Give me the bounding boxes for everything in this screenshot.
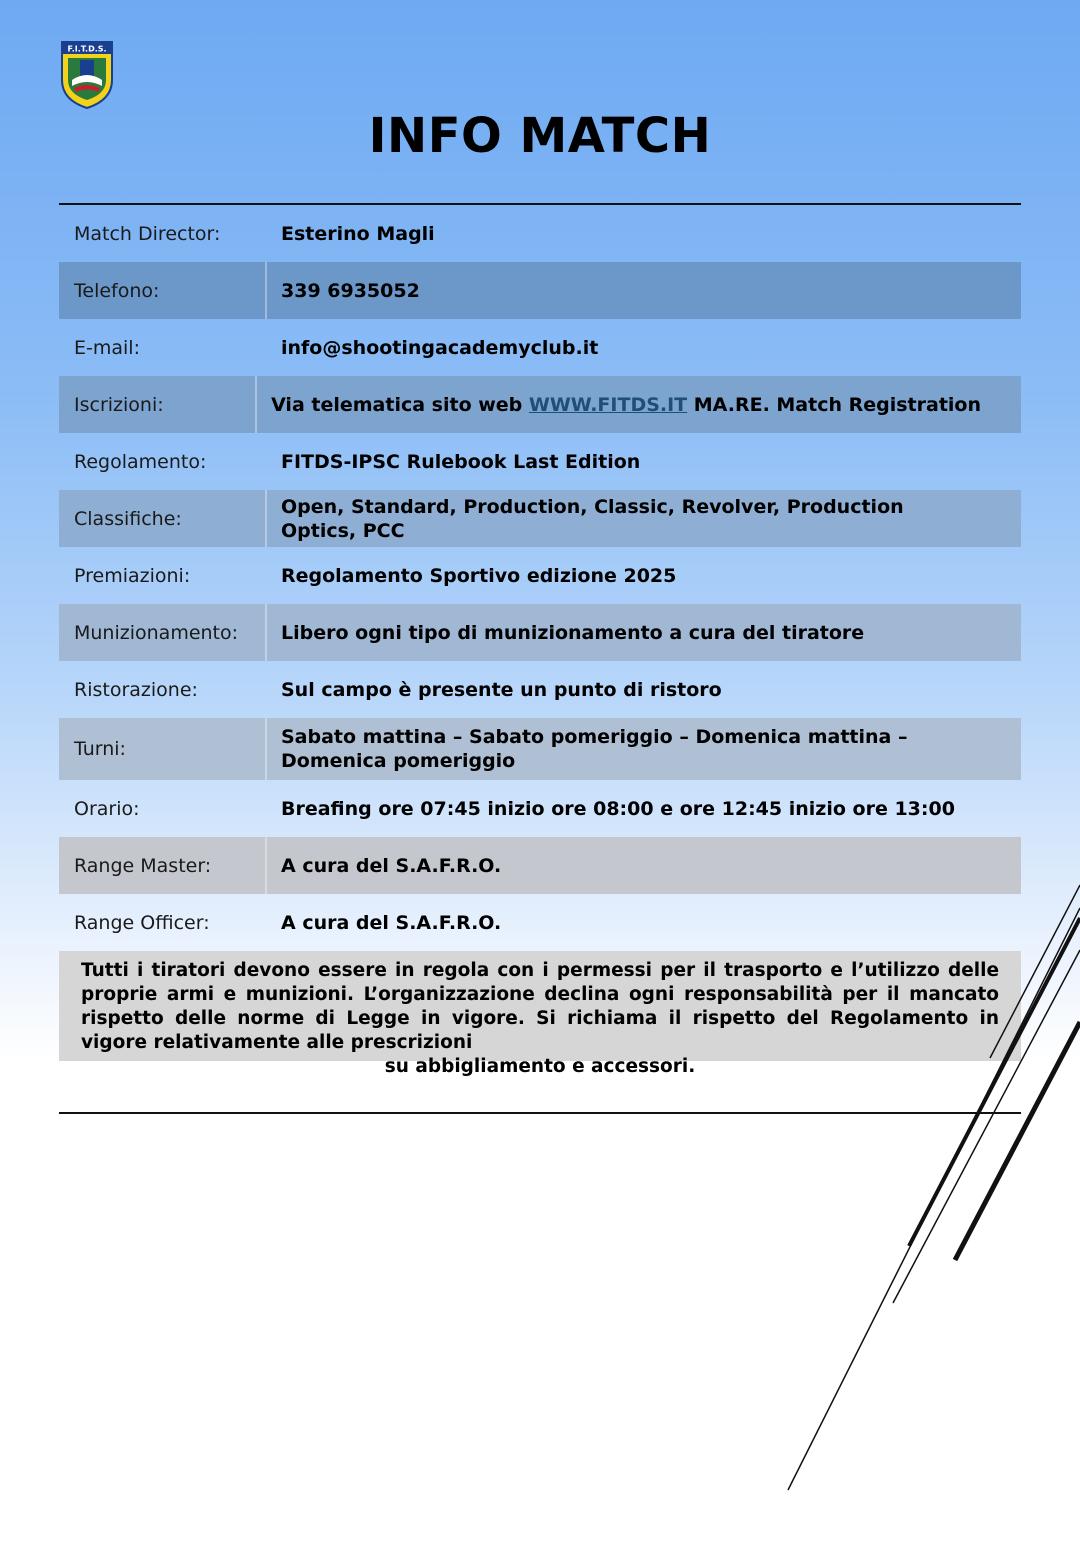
row-label: Munizionamento: — [59, 604, 267, 661]
deco-line — [788, 908, 1080, 1490]
deco-line — [955, 1022, 1080, 1260]
row-label: Range Master: — [59, 837, 267, 894]
disclaimer-text: Tutti i tiratori devono essere in regola con i permessi per il trasporto e l’utilizzo delle proprie armi e munizioni. L’organizzazione declina ogni responsabilità per il mancato rispetto delle norme di Legge in vigore. Si richiama il rispetto del Regolamento in vigore relativamente alle prescrizioni — [81, 960, 999, 1053]
row-value-suffix: MA.RE. Match Registration — [687, 393, 981, 416]
disclaimer-last-line: su abbigliamento e accessori. — [384, 1056, 696, 1077]
row-value: Open, Standard, Production, Classic, Revolver, Production Optics, PCC — [281, 495, 904, 542]
row-label: Ristorazione: — [74, 678, 198, 701]
row-label: Classifiche: — [59, 490, 267, 547]
row-value: Sul campo è presente un punto di ristoro — [281, 678, 722, 701]
row-label: Turni: — [59, 718, 267, 780]
row-label: Regolamento: — [74, 450, 207, 473]
row-value: 339 6935052 — [281, 279, 420, 302]
row-value: info@shootingacademyclub.it — [281, 336, 599, 359]
row-value: Libero ogni tipo di munizionamento a cura del tiratore — [281, 621, 865, 644]
row-value: Breafing ore 07:45 inizio ore 08:00 e ore 12:45 inizio ore 13:00 — [281, 797, 955, 820]
svg-text:F.I.T.D.S.: F.I.T.D.S. — [67, 44, 107, 54]
page-title: INFO MATCH — [368, 108, 712, 164]
row-label: Range Officer: — [74, 911, 210, 934]
row-label: Iscrizioni: — [59, 376, 257, 433]
fitds-website-link[interactable]: WWW.FITDS.IT — [528, 393, 688, 416]
row-value: Esterino Magli — [281, 222, 435, 245]
row-value: A cura del S.A.F.R.O. — [281, 854, 502, 877]
row-value: FITDS-IPSC Rulebook Last Edition — [281, 450, 641, 473]
deco-line — [990, 885, 1080, 1058]
row-label: E-mail: — [74, 336, 140, 359]
row-value: Sabato mattina – Sabato pomeriggio – Domenica mattina – Domenica pomeriggio — [281, 726, 908, 772]
row-value: A cura del S.A.F.R.O. — [281, 911, 502, 934]
row-label: Telefono: — [59, 262, 267, 319]
row-value-prefix: Via telematica sito web — [271, 393, 529, 416]
deco-line — [893, 950, 1080, 1303]
row-value: Regolamento Sportivo edizione 2025 — [281, 564, 677, 587]
row-label: Premiazioni: — [74, 564, 191, 587]
row-label: Match Director: — [74, 222, 221, 245]
row-label: Orario: — [74, 797, 140, 820]
